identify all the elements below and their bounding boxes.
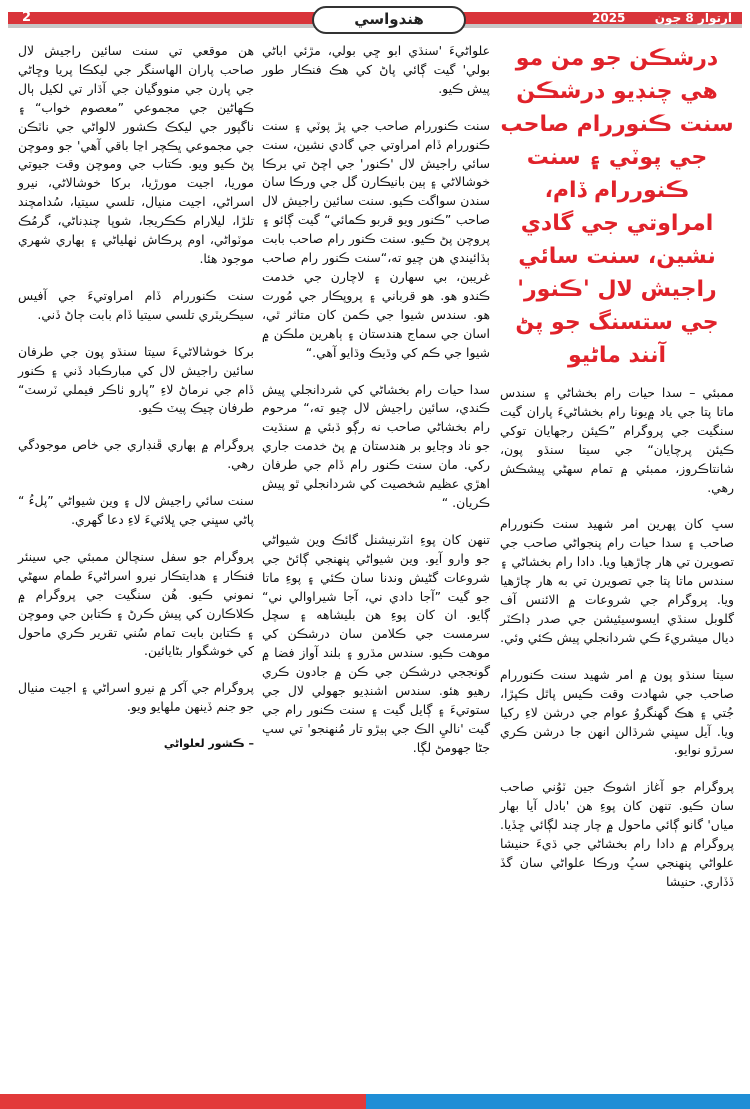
footer-blue-bar [366,1094,750,1109]
paragraph: پروگرام جي آکر ۾ نيرو اسراڻي ۽ اجيت منيال جو جنم ڏينهن ملهايو ويو. [18,680,254,715]
article-headline: درشڪن جو من مو هي چنڊيو درشڪن سنت ڪنوررام صاحب جي پوٽي ۽ سنت ڪنوررام ڏام، امراوتي جي گادي نشين، سنت سائي راجيش لال 'ڪنور' جي ستسنگ جو پڻ آنند ماڻيو [500,46,734,368]
paragraph: پروگرام جو سفل سنچالن ممبئي جي سينئر فنڪار ۽ هدايتڪار نيرو اسراڻيءَ طمام سهڻي نموني ڪيو. هُن سنگيت جي پروگرام ۾ ڪلاڪارن کي پيش ڪرڻ ۽ ڪتابن جي وموچن ۽ ڪتابن بابت تمام سُني تقرير ڪري ماحول کي خوشگوار بڻايائين. [18,548,254,659]
paragraph: علواڻيءَ 'سنڌي ابو ڇي بولي، مڙئي اباڻي بولي' گيت ڳائي پاڻ کي هڪ فنڪار طور پيش ڪيو. [262,43,490,96]
issue-year: 2025 [592,11,626,25]
paragraph: برکا خوشالاڻيءَ سيتا سنڌو پون جي طرفان سائين راجيش لال کي مبارڪباد ڏني ۽ ڪنور ڏام جي نرماڻ لاءِ ”پارو ٺاڪر فيملي ٽرسٽ“ طرفان چيڪ پيٽ ڪيو. [18,343,254,416]
column-right [500,42,734,910]
paragraph: ممبئي – سدا حيات رام بخشاڻي ۽ سندس ماتا پتا جي ياد ۾يونا رام بخشاڻيءَ پاران گيت سنگيت جي پروگرام ”ڪيئن رجهايان توکي ڪيئن پرچايان“ جي سيتا سنڌو پون، شانتاڪروز، ممبئي ۾ تمام سهڻي پيشڪش رهي. [500,385,734,495]
page-number: 2 [22,10,32,25]
paragraph: سڀ کان پهرين امر شهيد سنت ڪنوررام صاحب ۽ سدا حيات رام پنجواڻي صاحب جي تصويرن تي هار چاڙهيا ويا. دادا رام بخشاڻي ۽ سندس ماتا پتا جي تصويرن تي به هار چاڙهيا ويا. پروگرام جي شروعات ۾ الائنس آف گلوبل سنڌي ايسوسيئيشن جي صدر ڊاڪٽر ديال ميشريءَ ڪي شردانجلي پيش ڪئي وئي. [500,516,734,645]
paragraph: سنت ڪنوررام صاحب جي پڙ پوٽي ۽ سنت ڪنوررام ڏام امراوتي جي گادي نشين، سنت سائي راجيش لال 'ڪنور' جي اچڻ تي برڪا خوشالاڻي ۽ ٻين بانيڪارن گل جي ورڪا سان سندن سواگت ڪيو. سنت سائين راجيش لال صاحب ”ڪنور ويو قربو ڪمائي“ گيت ڳائو ۽ پروچن پڻ ڪيو. سنت ڪنور رام صاحب بابت ٻڌائيندي هن چيو ته،“سنت ڪنور رام صاحب غريبن، بي سهارن ۽ لاچارن جي خدمت ڪندو هو. هو قرباني ۽ پروپڪار جي مُورت هو. سندس شيوا جي ڪمن کان متاثر ٿي، اسان جي سماج هندستان ۽ ٻاهرين ملڪن ۾ شيوا جي ڪم کي وڌيڪ وڌايو آهي.“ [262,117,490,360]
paragraph: تنهن کان پوءِ انٽرنيشنل گائڪ وين شيواڻي جو وارو آيو. وين شيواڻي پنهنجي ڳائڻ جي شروعات گڻيش وندنا سان ڪئي ۽ پوءِ ماتا جو گيت ”آجا دادي ني، آجا شيراوالي ني“ ڳايو. ان کان پوءِ هن بليشاهه ۽ سچل سرمست جي ڪلامن سان درشڪن کي موهت ڪيو. سندس مڌرو ۽ بلند آواز فضا ۾ گونججي درشڪن جي ڪن ۾ جادون ڪري رهيو هئو. سندس اشنڊيو جهولي لال جي ستوتيءَ ۽ ڳايل گيت ۽ سنت ڪنور رام جي گيت 'ناليِ الڪ جي ٻيڙو تار مُنهنجو' تي سڀ جڻا جهومڻ لڳا. [262,531,490,755]
paragraph: هن موقعي تي سنت سائين راجيش لال صاحب پاران الهاسنگر جي ليکڪا پريا وڇاڻي جي پارن جي منووگيان جي آڌار تي لکيل ٻال ڪهاڻين جي مجموعي ”معصوم خواب“ ۽ ناگپور جي ليکڪ ڪشور لالواڻي جي ناٽڪن جي مجموعي ڀڪچر اڃا باقي آهي' جو وموچن پڻ ڪيو ويو. ڪتاب جي وموچن وقت جيوتي موريا، اجيت مورڙيا، برکا خوشالاڻي، نيرو اسراڻي، اجيت منيال، تلسي سيتيا، سُدامچند تلڙا، ليلارام ڪڪريجا، شوپا چنڊناڻي، گرمُڪ موٽواڻي، اوم پرڪاش ٺهلياڻي ۽ ٻهاري شهري موجود هئا. [18,43,254,266]
paragraph: سيتا سنڌو پون ۾ امر شهيد سنت ڪنوررام صاحب جي شهادت وقت ڪيس پاٿل ڪپڙا، جُتي ۽ هڪ گهنگروُ عوام جي درشن لاءِ رکيا ويا. آيل سڀني شرڌالن انهن جا درشن ڪري سرڙو نوايو. [500,666,734,758]
issue-date: آرتوار 8 جون [654,11,732,25]
column-left [18,42,254,754]
paragraph: سنت سائي راجيش لال ۽ وين شيواڻي ”پلءُ “ پاڻي سڀني جي ڀلائيءَ لاءِ دعا گهري. [18,493,254,528]
author-byline: – ڪشور لعلواڻي [163,737,254,751]
page-footer [0,1094,750,1109]
paragraph: پروگرام ۾ ٻهاري ڦنڊاري جي خاص موجودگي رهي. [18,437,254,472]
page-header [8,12,742,38]
masthead-logo: هندواسي [312,6,466,34]
paragraph: سنت ڪنوررام ڏام امراوتيءَ جي آفيس سيڪريٽري تلسي سيتيا ڏام بابت ڄاڻ ڏني. [18,287,254,322]
column-middle [262,42,490,776]
footer-red-bar [0,1094,366,1109]
paragraph: پروگرام جو آغاز اشوڪ جين ٽوُني صاحب سان ڪيو. تنهن کان پوءِ هن 'بادل آيا بهار مياں' گانو ڳائي ماحول ۾ چار چند لڳائي ڇڏيا. پروگرام ۾ دادا رام بخشاڻي جي ڌيءَ حنيشا علواڻي پنهنجي سڀُ ورڪا علواڻي سان گڏ ڏڏاري. حنيشا [500,779,734,889]
paragraph: سدا حيات رام بخشاڻي کي شردانجلي پيش ڪندي، سائين راجيش لال چيو ته،“ مرحوم رام بخشاڻي صاحب نه رڳو ڌبئي ۾ سنڌيت جو ناد وڄايو بر هندستان ۾ پڻ خدمت جاري رکي. مان سنت ڪنور رام ڏام جي طرفان اهڙي عظيم شخصيت کي شردانجلي ٿو پيش ڪريان. “ [262,381,490,510]
